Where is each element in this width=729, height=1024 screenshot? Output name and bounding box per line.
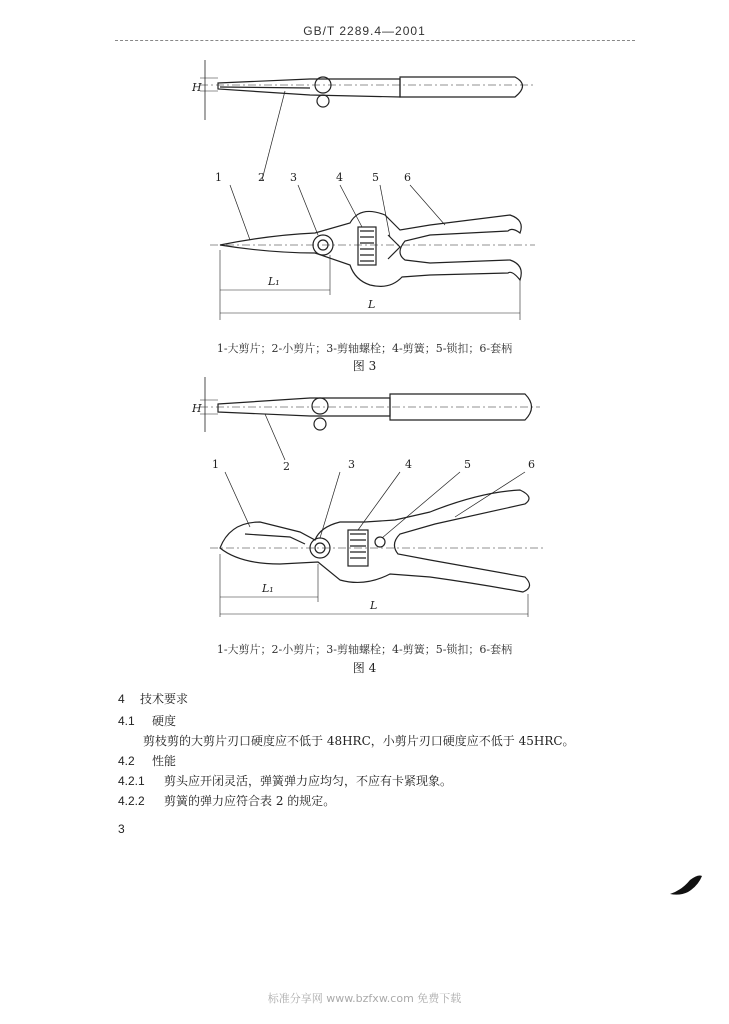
- fig3-dim-l: L: [368, 298, 376, 311]
- section-4-2-2: 4.2.2 剪簧的弹力应符合表 2 的规定。: [118, 794, 336, 808]
- fig4-dim-l1: L₁: [262, 582, 274, 595]
- page-number: 3: [118, 822, 125, 836]
- fig3-callout-4: 4: [336, 171, 343, 184]
- fig4-callout-1: 1: [212, 458, 219, 471]
- figure-3-drawing: [190, 55, 550, 340]
- figure-4-caption: 1-大剪片；2-小剪片；3-剪轴螺栓；4-剪簧；5-锁扣；6-套柄: [216, 643, 513, 656]
- fig3-callout-2: 2: [258, 171, 265, 184]
- footer-watermark: 标准分享网 www.bzfxw.com 免费下载: [267, 992, 462, 1005]
- section-4-2: 4.2 性能: [118, 754, 177, 768]
- fig4-callout-4: 4: [405, 458, 412, 471]
- fig4-callout-5: 5: [464, 458, 471, 471]
- section-4-2-1: 4.2.1 剪头应开闭灵活，弹簧弹力应均匀，不应有卡紧现象。: [118, 774, 453, 788]
- fig4-callout-2: 2: [283, 460, 290, 473]
- fig3-callout-3: 3: [290, 171, 297, 184]
- fig3-callout-6: 6: [404, 171, 411, 184]
- figure-3-label: 图 3: [352, 359, 377, 373]
- standard-number-header: GB/T 2289.4—2001: [303, 24, 426, 38]
- fig3-dim-l1: L₁: [268, 275, 280, 288]
- fig4-dim-l: L: [370, 599, 378, 612]
- fig4-callout-6: 6: [528, 458, 535, 471]
- fig4-callout-3: 3: [348, 458, 355, 471]
- header-rule: [115, 40, 635, 41]
- fig3-dim-h: H: [192, 81, 202, 94]
- fig3-callout-1: 1: [215, 171, 222, 184]
- section-4-1-body: 剪枝剪的大剪片刃口硬度应不低于 48HRC，小剪片刃口硬度应不低于 45HRC。: [143, 734, 575, 748]
- section-4: 4 技术要求: [118, 692, 189, 706]
- fig4-dim-h: H: [192, 402, 202, 415]
- figure-4-label: 图 4: [352, 661, 377, 675]
- fig3-callout-5: 5: [372, 171, 379, 184]
- scan-smudge: [668, 872, 704, 898]
- section-4-1: 4.1 硬度: [118, 714, 177, 728]
- figure-3-caption: 1-大剪片；2-小剪片；3-剪轴螺栓；4-剪簧；5-锁扣；6-套柄: [216, 342, 513, 355]
- figure-4-drawing: [190, 372, 550, 632]
